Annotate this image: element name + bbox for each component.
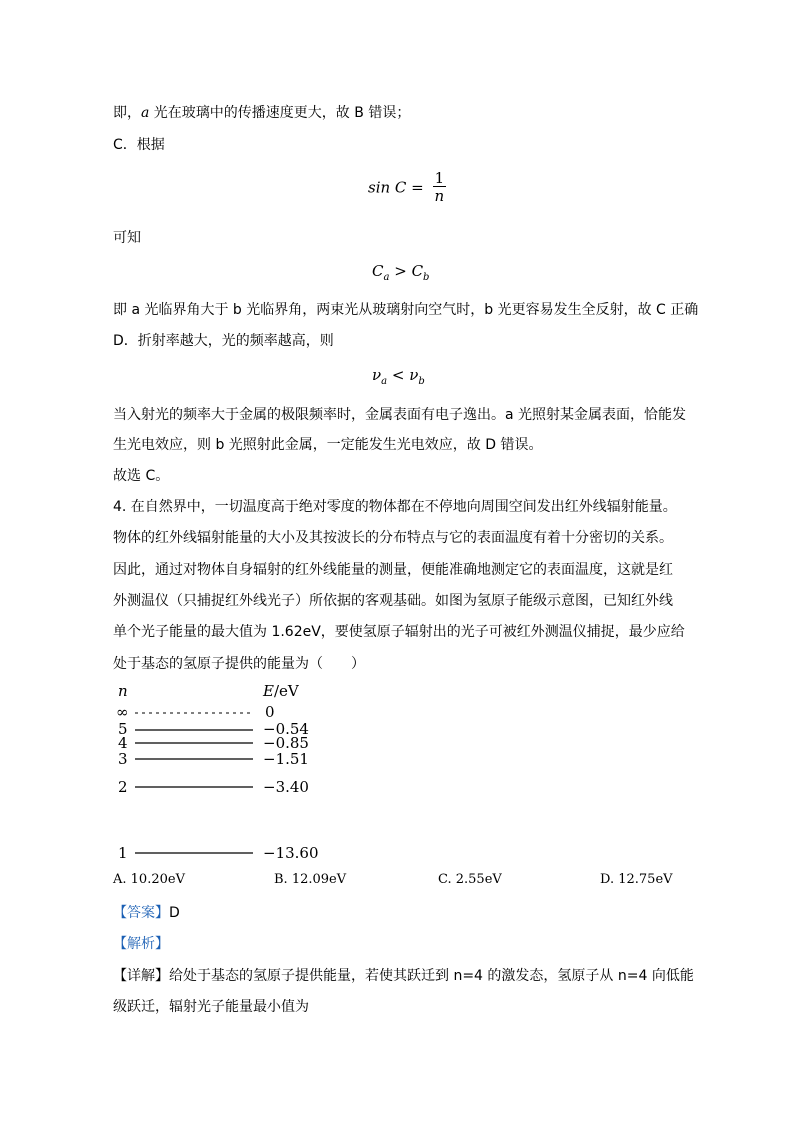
energy-level-lines: [113, 682, 353, 862]
level-n-3: 3: [118, 750, 128, 768]
text-line-5: D．折射率越大，光的频率越高，则: [113, 333, 334, 349]
choice-d[interactable]: D. 12.75eV: [600, 872, 673, 887]
formula-nu-a-lt-nu-b: $\nu_a < \nu_b$: [372, 366, 425, 387]
text-line-6: 当入射光的频率大于金属的极限频率时，金属表面有电子逸出。a 光照射某金属表面，恰能发: [113, 407, 687, 423]
choice-c[interactable]: C. 2.55eV: [438, 872, 502, 887]
question-line-1: 4. 在自然界中，一切温度高于绝对零度的物体都在不停地向周围空间发出红外线辐射能量。: [113, 499, 677, 515]
text-line-7: 生光电效应，则 b 光照射此金属，一定能发生光电效应，故 D 错误。: [113, 437, 543, 453]
detail-line-2: 级跃迁，辐射光子能量最小值为: [113, 999, 309, 1015]
choice-a[interactable]: A. 10.20eV: [113, 872, 185, 887]
text-line-3: 可知: [113, 230, 141, 246]
level-e-4: −0.85: [263, 734, 309, 752]
level-e-5: −0.54: [263, 720, 309, 738]
formula-ca-gt-cb: $C_a > C_b$: [372, 262, 430, 283]
answer-value: D: [169, 905, 180, 921]
level-e-3: −1.51: [263, 750, 309, 768]
level-e-inf: 0: [265, 703, 275, 721]
question-line-2: 物体的红外线辐射能量的大小及其按波长的分布特点与它的表面温度有着十分密切的关系。: [113, 530, 673, 546]
level-n-inf: ∞: [116, 703, 129, 721]
question-line-3: 因此，通过对物体自身辐射的红外线能量的测量，便能准确地测定它的表面温度，这就是红: [113, 562, 673, 578]
energy-axis-header: E/eV: [263, 682, 299, 700]
choice-b[interactable]: B. 12.09eV: [274, 872, 347, 887]
energy-level-diagram: [113, 682, 353, 862]
detail-label: 【详解】: [113, 968, 169, 984]
level-n-4: 4: [118, 734, 128, 752]
answer-line: [113, 903, 180, 923]
text-line-4: 即 a 光临界角大于 b 光临界角，两束光从玻璃射向空气时，b 光更容易发生全反射，故 C 正确: [113, 302, 699, 318]
analysis-label: 【解析】: [113, 936, 169, 952]
formula-sin-c: sin C = $\frac{1}{n}$: [368, 169, 445, 205]
level-n-5: 5: [118, 720, 128, 738]
text-line-2: C．根据: [113, 137, 165, 153]
question-line-6: 处于基态的氢原子提供的能量为（ ）: [113, 656, 365, 672]
question-line-5: 单个光子能量的最大值为 1.62eV，要使氢原子辐射出的光子可被红外测温仪捕捉，最少应给: [113, 624, 685, 640]
analysis-line: [113, 934, 169, 954]
text-line-8: 故选 C。: [113, 468, 170, 484]
level-e-2: −3.40: [263, 778, 309, 796]
detail-line-1: 【详解】给处于基态的氢原子提供能量，若使其跃迁到 n=4 的激发态，氢原子从 n=4 向低能: [113, 968, 694, 984]
text-line-1: 即，a 光在玻璃中的传播速度更大，故 B 错误；: [113, 105, 411, 121]
level-n-1: 1: [118, 844, 128, 862]
question-line-4: 外测温仪（只捕捉红外线光子）所依据的客观基础。如图为氢原子能级示意图，已知红外线: [113, 593, 673, 609]
level-n-2: 2: [118, 778, 128, 796]
answer-label: 【答案】: [113, 905, 169, 921]
n-axis-header: n: [118, 682, 128, 700]
level-e-1: −13.60: [263, 844, 319, 862]
